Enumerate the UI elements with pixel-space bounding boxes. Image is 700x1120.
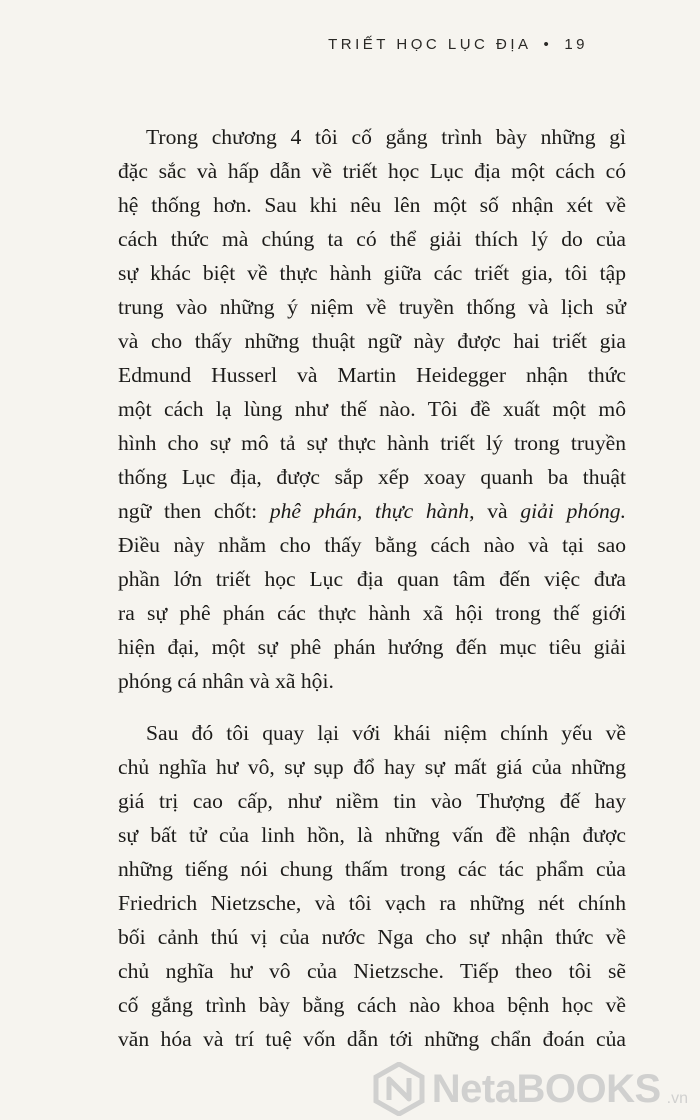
- italic-term: giải phóng.: [520, 499, 627, 523]
- paragraph-gap: [118, 698, 626, 716]
- text-line: sự khác biệt về thực hành giữa các triết gia, tôi tập: [118, 261, 626, 285]
- text-line: phóng cá nhân và xã hội.: [118, 669, 334, 693]
- text-line: văn hóa và trí tuệ vốn dẫn tới những chẩn đoán của: [118, 1027, 626, 1051]
- text-line: những tiếng nói chung thấm trong các tác phẩm của: [118, 857, 626, 881]
- text-line: và cho thấy những thuật ngữ này được hai triết gia: [118, 329, 626, 353]
- text-line: hiện đại, một sự phê phán hướng đến mục tiêu giải: [118, 635, 626, 659]
- text-line: sự bất tử của linh hồn, là những vấn đề nhận được: [118, 823, 626, 847]
- text-fragment: ngữ then chốt:: [118, 499, 270, 523]
- netabooks-logo-icon: [372, 1062, 426, 1116]
- text-line: thống Lục địa, được sắp xếp xoay quanh ba thuật: [118, 465, 626, 489]
- text-line: chủ nghĩa hư vô của Nietzsche. Tiếp theo tôi sẽ: [118, 959, 626, 983]
- text-line: bối cảnh thú vị của nước Nga cho sự nhận thức về: [118, 925, 626, 949]
- text-line: Trong chương 4 tôi cố gắng trình bày những gì: [146, 125, 626, 149]
- text-line: Edmund Husserl và Martin Heidegger nhận thức: [118, 363, 626, 387]
- text-line: cố gắng trình bày bằng cách nào khoa bệnh học về: [118, 993, 626, 1017]
- watermark: [372, 1062, 688, 1116]
- text-line: một cách lạ lùng như thế nào. Tôi đề xuất một mô: [118, 397, 626, 421]
- italic-term: phê phán, thực hành,: [269, 499, 475, 523]
- watermark-brand: NetaBOOKS: [431, 1066, 661, 1111]
- text-line: trung vào những ý niệm về truyền thống và lịch sử: [118, 295, 626, 319]
- text-line: ra sự phê phán các thực hành xã hội trong thế giới: [118, 601, 626, 625]
- header-title: TRIẾT HỌC LỤC ĐỊA: [328, 36, 532, 53]
- text-line: Friedrich Nietzsche, và tôi vạch ra những nét chính: [118, 891, 626, 915]
- text-line: hệ thống hơn. Sau khi nêu lên một số nhận xét về: [118, 193, 626, 217]
- text-line: Sau đó tôi quay lại với khái niệm chính yếu về: [146, 721, 626, 745]
- header-separator: •: [543, 36, 553, 53]
- text-line: hình cho sự mô tả sự thực hành triết lý trong truyền: [118, 431, 626, 455]
- body-text: [118, 120, 626, 1056]
- text-line: Điều này nhằm cho thấy bằng cách nào và tại sao: [118, 533, 626, 557]
- text-line-with-italic-terms: [118, 494, 626, 528]
- text-line: đặc sắc và hấp dẫn về triết học Lục địa một cách có: [118, 159, 626, 183]
- text-fragment: và: [474, 499, 521, 523]
- text-line: giá trị cao cấp, như niềm tin vào Thượng đế hay: [118, 789, 626, 813]
- text-line: cách thức mà chúng ta có thể giải thích lý do của: [118, 227, 626, 251]
- running-header: [328, 36, 588, 53]
- watermark-suffix: .vn: [666, 1090, 688, 1107]
- text-line: phần lớn triết học Lục địa quan tâm đến việc đưa: [118, 567, 626, 591]
- page-number: 19: [564, 36, 588, 53]
- text-line: chủ nghĩa hư vô, sự sụp đổ hay sự mất giá của những: [118, 755, 626, 779]
